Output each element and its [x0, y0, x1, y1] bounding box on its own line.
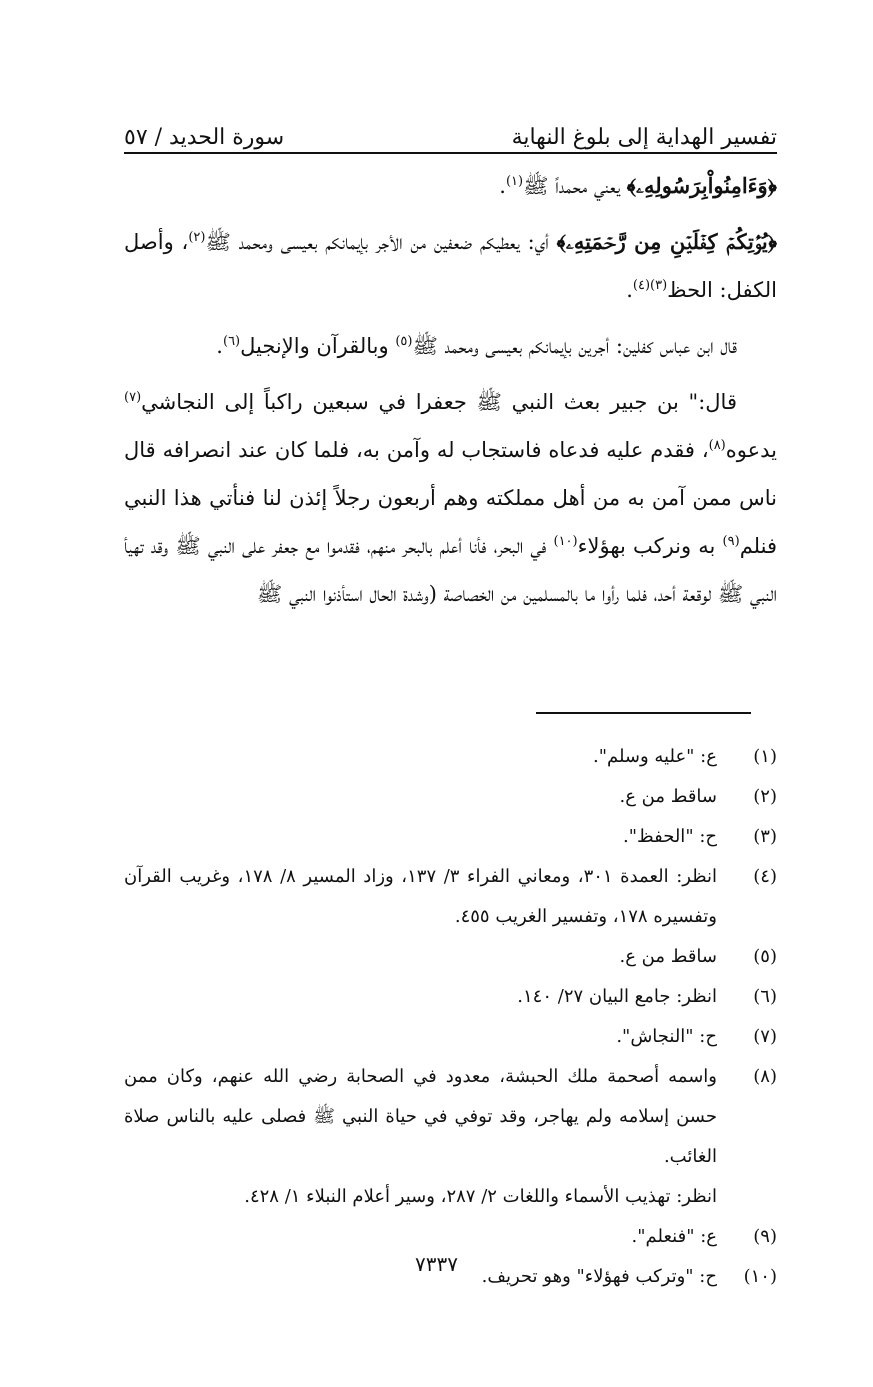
footnote: [124, 1017, 777, 1057]
footnote-number: (٢): [753, 786, 777, 807]
footnote-number: (١٠): [743, 1266, 777, 1287]
footnote-number: (٨): [753, 1066, 777, 1087]
footnote-ref: (٨): [708, 438, 726, 453]
footnote: [124, 737, 777, 777]
paragraph-text: في البحر، فأنا أعلم بالبحر منهم، فقدموا مع جعفر على النبي ﷺ وقد تهيأ النبي ﷺ لوقعة أحد، فلما رأوا ما بالمسلمين من الخصاصة (وشدة الحال استأذنوا النبي ﷺ: [124, 534, 777, 606]
quran-verse: ﴿وَءَامِنُواْبِرَسُولِهِۦ﴾: [626, 173, 777, 198]
footnote-ref: (٥): [395, 334, 413, 349]
punctuation: .: [216, 334, 223, 358]
footnote-ref: (٩): [722, 534, 740, 549]
paragraph-text: يعني محمداً ﷺ: [523, 174, 627, 198]
paragraph-1: [124, 162, 777, 210]
paragraph-text: وبالقرآن والإنجيل: [240, 334, 396, 358]
footnote-ref: (٢): [188, 230, 206, 245]
footnote-text: انظر: جامع البيان ٢٧/ ١٤٠.: [517, 986, 717, 1007]
footnote-text: ع: "فنعلم".: [631, 1226, 717, 1247]
footnote-text: انظر: العمدة ٣٠١، ومعاني الفراء ٣/ ١٣٧، وزاد المسير ٨/ ١٧٨، وغريب القرآن وتفسيره ١٧٨، وتفسير الغريب ٤٥٥.: [124, 866, 717, 927]
footnote-text: ح: "النجاش".: [616, 1026, 717, 1047]
footnotes: [124, 737, 777, 1297]
footnote-text: ح: "وتركب فهؤلاء" وهو تحريف.: [481, 1266, 717, 1287]
main-text: [124, 162, 777, 626]
book-title: تفسير الهداية إلى بلوغ النهاية: [511, 125, 777, 150]
paragraph-text: ، فقدم عليه فدعاه فاستجاب له وآمن به، فلما كان عند انصرافه قال ناس ممن آمن به من أهل مملكته وهم أربعون رجلاً إئذن لنا فنأتي هذا النبي فنلم: [124, 438, 777, 558]
paragraph-text: يدعوه: [725, 438, 777, 462]
footnote: [124, 1217, 777, 1257]
punctuation: .: [626, 278, 633, 302]
footnote-number: (٩): [753, 1226, 777, 1247]
surah-page-label: سورة الحديد / ٥٧: [124, 125, 285, 150]
footnote: [124, 857, 777, 937]
footnote-ref: (١): [505, 174, 524, 189]
paragraph-4: [124, 378, 777, 618]
paragraph-text: به ونركب بهؤلاء: [577, 534, 723, 558]
footnote-number: (٦): [753, 986, 777, 1007]
footnote: [124, 777, 777, 817]
footnote-number: (٥): [753, 946, 777, 967]
footnote-ref: (٧): [124, 390, 142, 405]
footnote: [124, 817, 777, 857]
footnote-number: (٤): [753, 866, 777, 887]
footnote-source: انظر: تهذيب الأسماء واللغات ٢/ ٢٨٧، وسير أعلام النبلاء ١/ ٤٢٨.: [244, 1186, 717, 1207]
footnote-ref: (٣)(٤): [632, 278, 668, 293]
footnote-ref: (٦): [222, 334, 241, 349]
running-header: [124, 104, 777, 154]
footnote: [124, 937, 777, 977]
footnote-text: واسمه أصحمة ملك الحبشة، معدود في الصحابة رضي الله عنهم، وكان ممن حسن إسلامه ولم يهاجر، وقد توفي في حياة النبي ﷺ فصلى عليه بالناس صلاة الغائب.: [124, 1066, 717, 1167]
footnote-text: ح: "الحفظ".: [623, 826, 717, 847]
paragraph-text: أي: يعطيكم ضعفين من الأجر بإيمانكم بعيسى ومحمد ﷺ: [205, 230, 557, 254]
footnote-text: ع: "عليه وسلم".: [592, 746, 717, 767]
page-number: ٧٣٣٧: [415, 1252, 458, 1276]
footnote-separator: [536, 712, 751, 714]
paragraph-text: قال:" بن جبير بعث النبي ﷺ جعفرا في سبعين راكباً إلى النجاشي: [141, 390, 737, 414]
quran-verse: ﴿يُؤۡتِكُمۡ كِفۡلَيۡنِ مِن رَّحۡمَتِهِۦ﴾: [556, 229, 778, 254]
paragraph-2: [124, 218, 777, 314]
footnote-ref: (١٠): [553, 534, 578, 549]
footnote-number: (٣): [753, 826, 777, 847]
footnote-number: (١): [753, 746, 777, 767]
paragraph-3: [124, 322, 777, 370]
footnote-text: ساقط من ع.: [619, 946, 717, 967]
footnote-number: (٧): [753, 1026, 777, 1047]
footnote: [124, 1057, 777, 1177]
paragraph-text: قال ابن عباس كفلين: أجرين بإيمانكم بعيسى ومحمد ﷺ: [412, 334, 737, 358]
footnote: [124, 977, 777, 1017]
footnote-text: ساقط من ع.: [619, 786, 717, 807]
paragraph-text: ، وأصل الكفل: الحظ: [124, 230, 777, 302]
punctuation: .: [499, 174, 506, 198]
